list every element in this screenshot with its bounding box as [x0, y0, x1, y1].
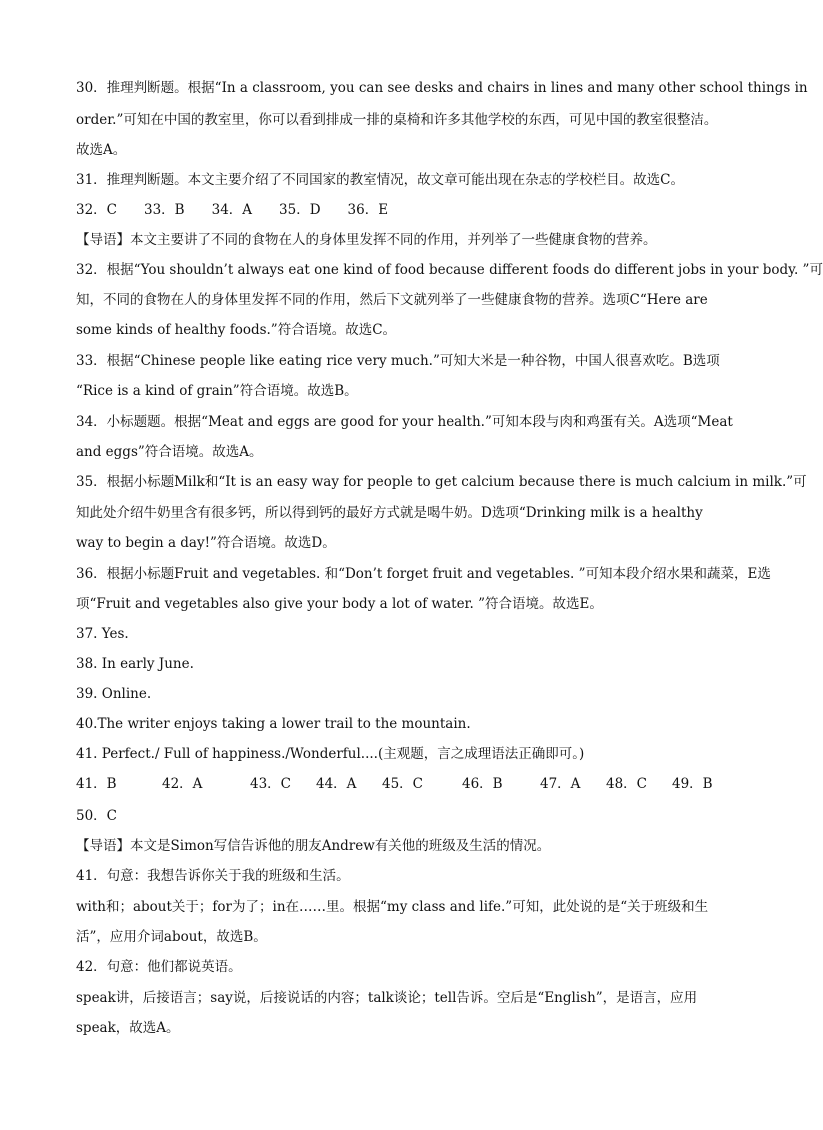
answer-key-row [76, 774, 736, 794]
answer-key-line: 32．C 33．B 34．A 35．D 36．E [76, 202, 389, 218]
answer-item: 42．A [162, 776, 203, 792]
answer-item: 46．B [462, 776, 503, 792]
text-line: 31．推理判断题。本文主要介绍了不同国家的教室情况，故文章可能出现在杂志的学校栏目。故选C。 [76, 172, 685, 188]
text-line: way to begin a day!”符合语境。故选D。 [76, 535, 336, 551]
text-line: 知此处介绍牛奶里含有很多钙，所以得到钙的最好方式就是喝牛奶。D选项“Drinking milk is a healthy [76, 505, 703, 521]
text-line: with和；about关于；for为了；in在……里。根据“my class and life.”可知，此处说的是“关于班级和生 [76, 899, 709, 915]
text-line: 36．根据小标题Fruit and vegetables. 和“Don’t forget fruit and vegetables. ”可知本段介绍水果和蔬菜，E选 [76, 566, 771, 582]
answer-item: 45．C [382, 776, 424, 792]
guide-intro: 【导语】本文是Simon写信告诉他的朋友Andrew有关他的班级及生活的情况。 [76, 838, 551, 854]
answer-item: 43．C [250, 776, 292, 792]
answer-item: 44．A [316, 776, 357, 792]
text-line: 41．句意：我想告诉你关于我的班级和生活。 [76, 868, 350, 884]
text-line: speak，故选A。 [76, 1020, 180, 1036]
text-line: 活”，应用介词about，故选B。 [76, 929, 267, 945]
text-line: 故选A。 [76, 142, 127, 158]
answer-line: 40.The writer enjoys taking a lower trail to the mountain. [76, 716, 471, 732]
answer-line: 37. Yes. [76, 626, 129, 642]
text-line: and eggs”符合语境。故选A。 [76, 444, 263, 460]
text-line: 32．根据“You shouldn’t always eat one kind of food because different foods do different jobs in your body. ”可 [76, 262, 823, 278]
answer-item: 41．B [76, 776, 117, 792]
text-line: “Rice is a kind of grain”符合语境。故选B。 [76, 383, 358, 399]
text-line: 34．小标题题。根据“Meat and eggs are good for your health.”可知本段与肉和鸡蛋有关。A选项“Meat [76, 414, 733, 430]
answer-item: 47．A [540, 776, 581, 792]
answer-line: 41. Perfect./ Full of happiness./Wonderful....(主观题，言之成理语法正确即可。) [76, 746, 585, 762]
text-line: some kinds of healthy foods.”符合语境。故选C。 [76, 322, 397, 338]
guide-intro: 【导语】本文主要讲了不同的食物在人的身体里发挥不同的作用，并列举了一些健康食物的营养。 [76, 232, 657, 248]
text-line: 33．根据“Chinese people like eating rice very much.”可知大米是一种谷物，中国人很喜欢吃。B选项 [76, 353, 720, 369]
text-line: 35．根据小标题Milk和“It is an easy way for people to get calcium because there is much calcium in milk.”可 [76, 474, 807, 490]
text-line: 30．推理判断题。根据“In a classroom, you can see desks and chairs in lines and many other school things in [76, 80, 808, 96]
answer-line: 38. In early June. [76, 656, 194, 672]
answer-item: 49．B [672, 776, 713, 792]
text-line: speak讲，后接语言；say说，后接说话的内容；talk谈论；tell告诉。空后是“English”，是语言，应用 [76, 990, 698, 1006]
text-line: 项“Fruit and vegetables also give your body a lot of water. ”符合语境。故选E。 [76, 596, 603, 612]
answer-line: 39. Online. [76, 686, 152, 702]
text-line: order.”可知在中国的教室里，你可以看到排成一排的桌椅和许多其他学校的东西，可见中国的教室很整洁。 [76, 112, 718, 128]
text-line: 知，不同的食物在人的身体里发挥不同的作用，然后下文就列举了一些健康食物的营养。选项C“Here are [76, 292, 708, 308]
answer-item: 48．C [606, 776, 648, 792]
text-line: 42．句意：他们都说英语。 [76, 959, 242, 975]
answer-key-line: 50．C [76, 808, 118, 824]
